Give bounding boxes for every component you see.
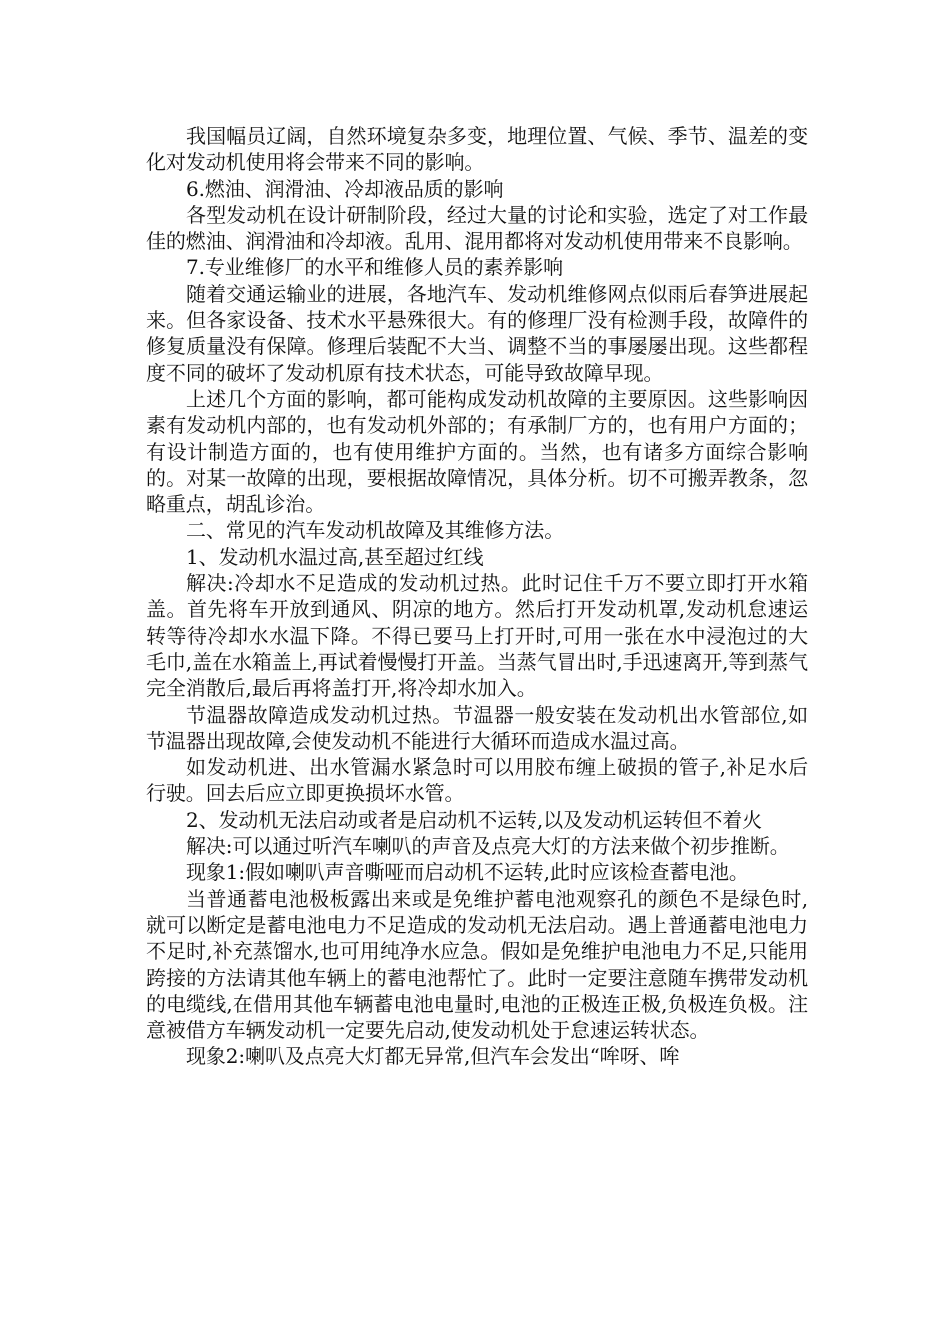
paragraph-summary: 上述几个方面的影响，都可能构成发动机故障的主要原因。这些影响因素有发动机内部的，也有发动机外部的；有承制厂方的，也有用户方面的；有设计制造方面的，也有使用维护方面的。当然，也有诸多方面综合影响的。对某一故障的出现，要根据故障情况，具体分析。切不可搬弄教条，忽略重点，胡乱诊治。	[146, 386, 808, 517]
paragraph-water-pipe: 如发动机进、出水管漏水紧急时可以用胶布缠上破损的管子,补足水后行驶。回去后应立即更换损坏水管。	[146, 755, 808, 806]
paragraph-no-start-solution: 解决:可以通过听汽车喇叭的声音及点亮大灯的方法来做个初步推断。	[186, 834, 790, 859]
paragraph-overheating-solution: 解决:冷却水不足造成的发动机过热。此时记住千万不要立即打开水箱盖。首先将车开放到通风、阴凉的地方。然后打开发动机罩,发动机怠速运转等待冷却水水温下降。不得已要马上打开时,可用一张在水中浸泡过的大毛巾,盖在水箱盖上,再试着慢慢打开盖。当蒸气冒出时,手迅速离开,等到蒸气完全消散后,最后再将盖打开,将冷却水加入。	[146, 571, 808, 701]
heading-fuel-quality: 6.燃油、润滑油、冷却液品质的影响	[186, 176, 504, 201]
heading-repair-shop: 7.专业维修厂的水平和维修人员的素养影响	[186, 255, 564, 280]
paragraph-symptom-2: 现象2:喇叭及点亮大灯都无异常,但汽车会发出“哞呀、哞	[186, 1044, 680, 1069]
paragraph-symptom-1: 现象1:假如喇叭声音嘶哑而启动机不运转,此时应该检查蓄电池。	[186, 860, 749, 885]
heading-overheating: 1、发动机水温过高,甚至超过红线	[186, 544, 484, 569]
paragraph-battery: 当普通蓄电池极板露出来或是免维护蓄电池观察孔的颜色不是绿色时,就可以断定是蓄电池电力不足造成的发动机无法启动。遇上普通蓄电池电力不足时,补充蒸馏水,也可用纯净水应急。假如是免维护电池电力不足,只能用跨接的方法请其他车辆上的蓄电池帮忙了。此时一定要注意随车携带发动机的电缆线,在借用其他车辆蓄电池电量时,电池的正极连正极,负极连负极。注意被借方车辆发动机一定要先启动,使发动机处于怠速运转状态。	[146, 886, 808, 1043]
paragraph-thermostat: 节温器故障造成发动机过热。节温器一般安装在发动机出水管部位,如节温器出现故障,会使发动机不能进行大循环而造成水温过高。	[146, 702, 808, 753]
paragraph-fuel-quality: 各型发动机在设计研制阶段，经过大量的讨论和实验，选定了对工作最佳的燃油、润滑油和冷却液。乱用、混用都将对发动机使用带来不良影响。	[146, 202, 808, 254]
document-body	[146, 123, 808, 1070]
paragraph-repair-shop: 随着交通运输业的进展，各地汽车、发动机维修网点似雨后春笋进展起来。但各家设备、技术水平悬殊很大。有的修理厂没有检测手段，故障件的修复质量没有保障。修理后装配不大当、调整不当的事屡屡出现。这些都程度不同的破坏了发动机原有技术状态，可能导致故障早现。	[146, 281, 808, 385]
paragraph-climate: 我国幅员辽阔，自然环境复杂多变，地理位置、气候、季节、温差的变化对发动机使用将会带来不同的影响。	[146, 124, 808, 175]
heading-no-start: 2、发动机无法启动或者是启动机不运转,以及发动机运转但不着火	[186, 807, 763, 832]
heading-common-faults: 二、常见的汽车发动机故障及其维修方法。	[186, 518, 565, 543]
